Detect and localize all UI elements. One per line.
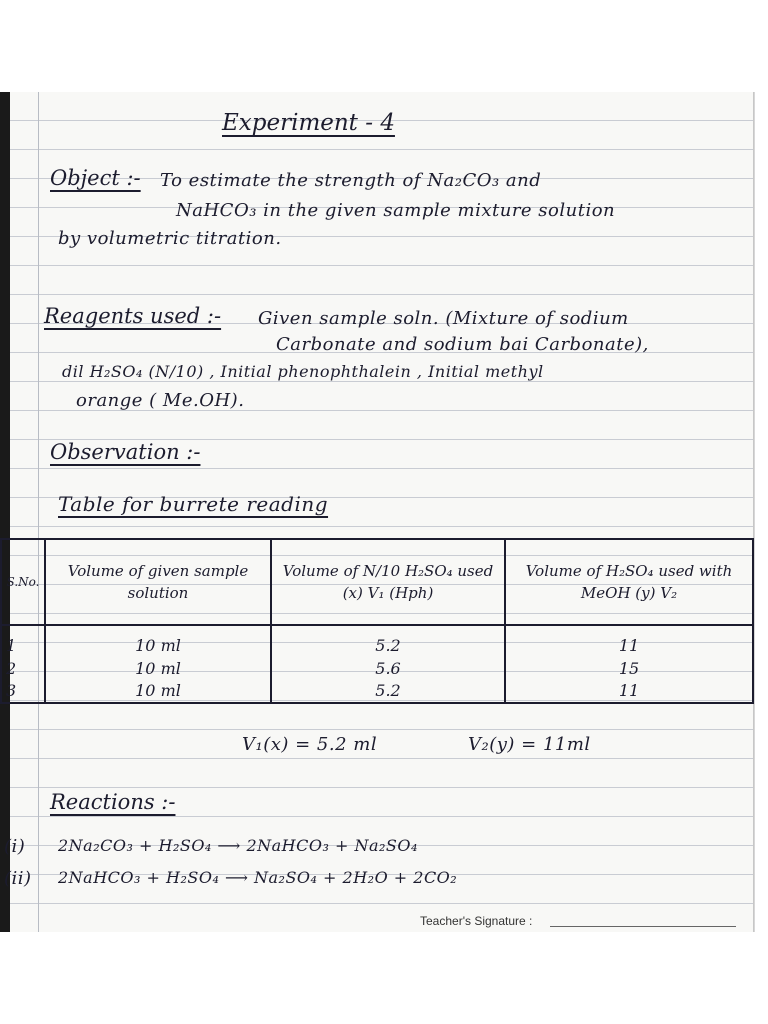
reagents-line-1: Given sample soln. (Mixture of sodium <box>258 308 629 329</box>
cell-v2: 11 <box>505 625 753 657</box>
table-row <box>1 657 753 680</box>
cell-sample: 10 ml <box>45 625 271 657</box>
page-title: Experiment - 4 <box>222 110 395 136</box>
cell-sno: 3 <box>1 679 45 703</box>
reagents-line-3: dil H₂SO₄ (N/10) , Initial phenophthalein , Initial methyl <box>62 362 544 381</box>
table-row <box>1 679 753 703</box>
reactions-heading: Reactions :- <box>50 790 176 814</box>
cell-v1: 5.2 <box>271 625 505 657</box>
result-v2: V₂(y) = 11ml <box>468 734 591 755</box>
reaction-number-1: (i) <box>4 836 26 857</box>
reaction-number-2: (ii) <box>4 868 32 889</box>
column-header-v1: Volume of N/10 H₂SO₄ used (x) V₁ (Hph) <box>271 539 505 625</box>
result-v1: V₁(x) = 5.2 ml <box>242 734 378 755</box>
reagents-line-2: Carbonate and sodium bai Carbonate), <box>276 334 649 355</box>
reaction-equation-1: 2Na₂CO₃ + H₂SO₄ ⟶ 2NaHCO₃ + Na₂SO₄ <box>58 836 418 855</box>
teacher-signature-label: Teacher's Signature : <box>420 914 533 928</box>
object-line-3: by volumetric titration. <box>58 228 282 249</box>
table-caption: Table for burrete reading <box>58 492 329 516</box>
cell-v1: 5.2 <box>271 679 505 703</box>
reaction-equation-2: 2NaHCO₃ + H₂SO₄ ⟶ Na₂SO₄ + 2H₂O + 2CO₂ <box>58 868 458 887</box>
burette-reading-table <box>0 538 754 704</box>
object-heading: Object :- <box>50 166 141 190</box>
table-row <box>1 625 753 657</box>
margin-line <box>38 92 39 932</box>
binder-edge <box>0 92 10 932</box>
observation-heading: Observation :- <box>50 440 201 464</box>
reagents-line-4: orange ( Me.OH). <box>76 390 245 411</box>
object-line-2: NaHCO₃ in the given sample mixture solution <box>176 200 616 221</box>
cell-v2: 15 <box>505 657 753 680</box>
cell-v1: 5.6 <box>271 657 505 680</box>
table-header-row <box>1 539 753 625</box>
cell-sno: 2 <box>1 657 45 680</box>
cell-v2: 11 <box>505 679 753 703</box>
cell-sample: 10 ml <box>45 657 271 680</box>
column-header-sample-volume: Volume of given sample solution <box>45 539 271 625</box>
cell-sno: 1 <box>1 625 45 657</box>
reagents-heading: Reagents used :- <box>44 304 222 328</box>
object-line-1: To estimate the strength of Na₂CO₃ and <box>160 170 542 191</box>
column-header-v2: Volume of H₂SO₄ used with MeOH (y) V₂ <box>505 539 753 625</box>
column-header-sno: S.No. <box>1 539 45 625</box>
signature-line <box>550 926 736 927</box>
cell-sample: 10 ml <box>45 679 271 703</box>
